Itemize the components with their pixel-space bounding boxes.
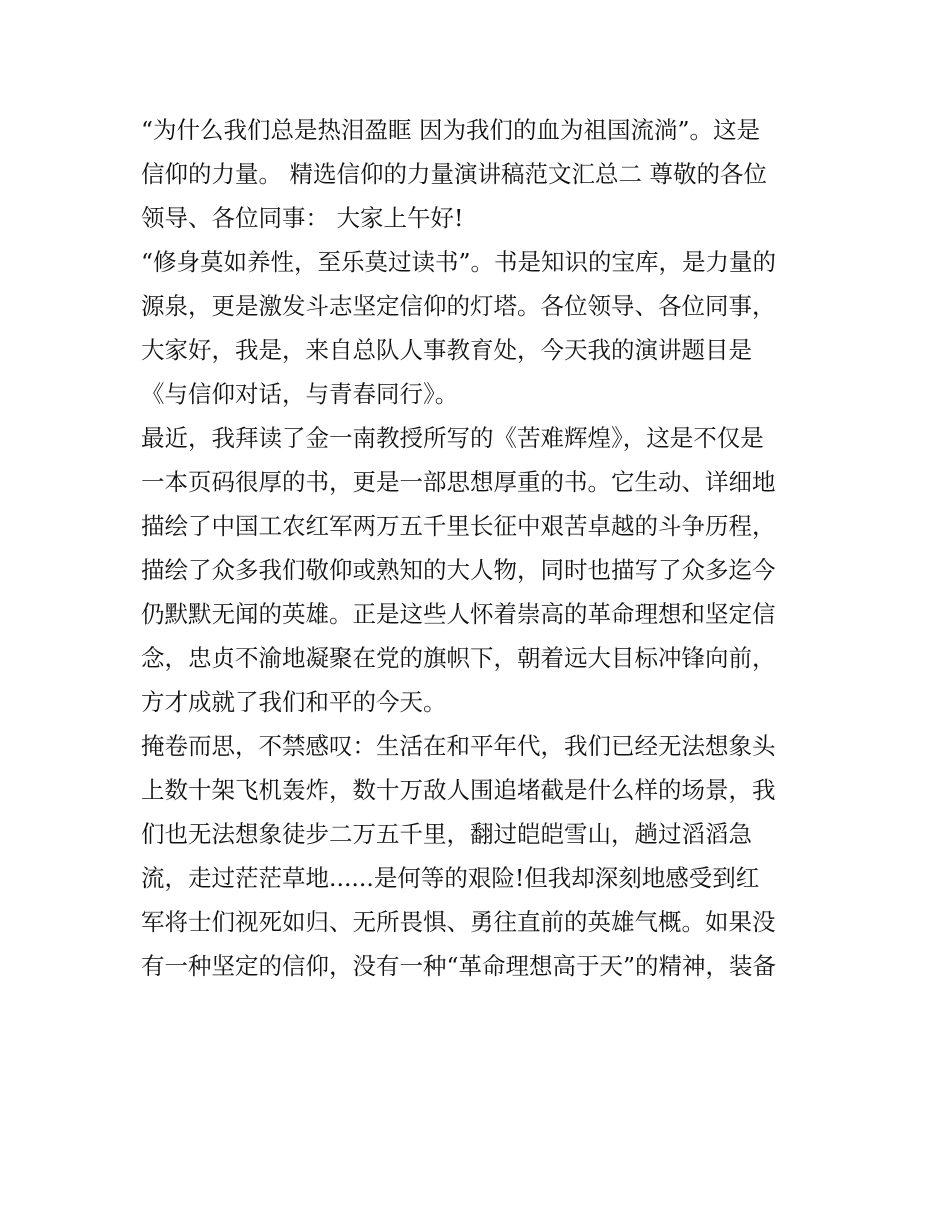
text-line: 们也无法想象徒步二万五千里，翻过皑皑雪山，趟过滔滔急 (141, 820, 752, 848)
text-line: 一本页码很厚的书，更是一部思想厚重的书。它生动、详细地 (141, 468, 776, 496)
text-line: 《与信仰对话，与青春同行》。 (141, 380, 459, 408)
text-line: 念，忠贞不渝地凝聚在党的旗帜下，朝着远大目标冲锋向前， (141, 644, 776, 672)
speech-text (141, 108, 821, 988)
text-line: 信仰的力量。 精选信仰的力量演讲稿范文汇总二 尊敬的各位 (141, 160, 767, 188)
text-line: 流，走过茫茫草地......是何等的艰险!但我却深刻地感受到红 (141, 864, 760, 892)
text-line: 掩卷而思，不禁感叹：生活在和平年代，我们已经无法想象头 (141, 732, 776, 760)
text-line: 最近，我拜读了金一南教授所写的《苦难辉煌》，这是不仅是 (141, 424, 764, 452)
text-line: 军将士们视死如归、无所畏惧、勇往直前的英雄气概。如果没 (141, 908, 776, 936)
text-line: 大家好，我是，来自总队人事教育处，今天我的演讲题目是 (141, 336, 752, 364)
text-line: 描绘了众多我们敬仰或熟知的大人物，同时也描写了众多迄今 (141, 556, 776, 584)
text-line: 源泉，更是激发斗志坚定信仰的灯塔。各位领导、各位同事， (141, 292, 776, 320)
text-line: “修身莫如养性，至乐莫过读书”。书是知识的宝库，是力量的 (141, 248, 777, 276)
text-line: 领导、各位同事： 大家上午好! (141, 204, 464, 232)
text-line: 上数十架飞机轰炸，数十万敌人围追堵截是什么样的场景，我 (141, 776, 776, 804)
text-line: 描绘了中国工农红军两万五千里长征中艰苦卓越的斗争历程， (141, 512, 776, 540)
text-line: “为什么我们总是热泪盈眶 因为我们的血为祖国流淌”。这是 (141, 116, 760, 144)
text-line: 有一种坚定的信仰，没有一种“革命理想高于天”的精神，装备 (141, 952, 777, 980)
text-line: 方才成就了我们和平的今天。 (141, 688, 447, 716)
text-line: 仍默默无闻的英雄。正是这些人怀着崇高的革命理想和坚定信 (141, 600, 776, 628)
